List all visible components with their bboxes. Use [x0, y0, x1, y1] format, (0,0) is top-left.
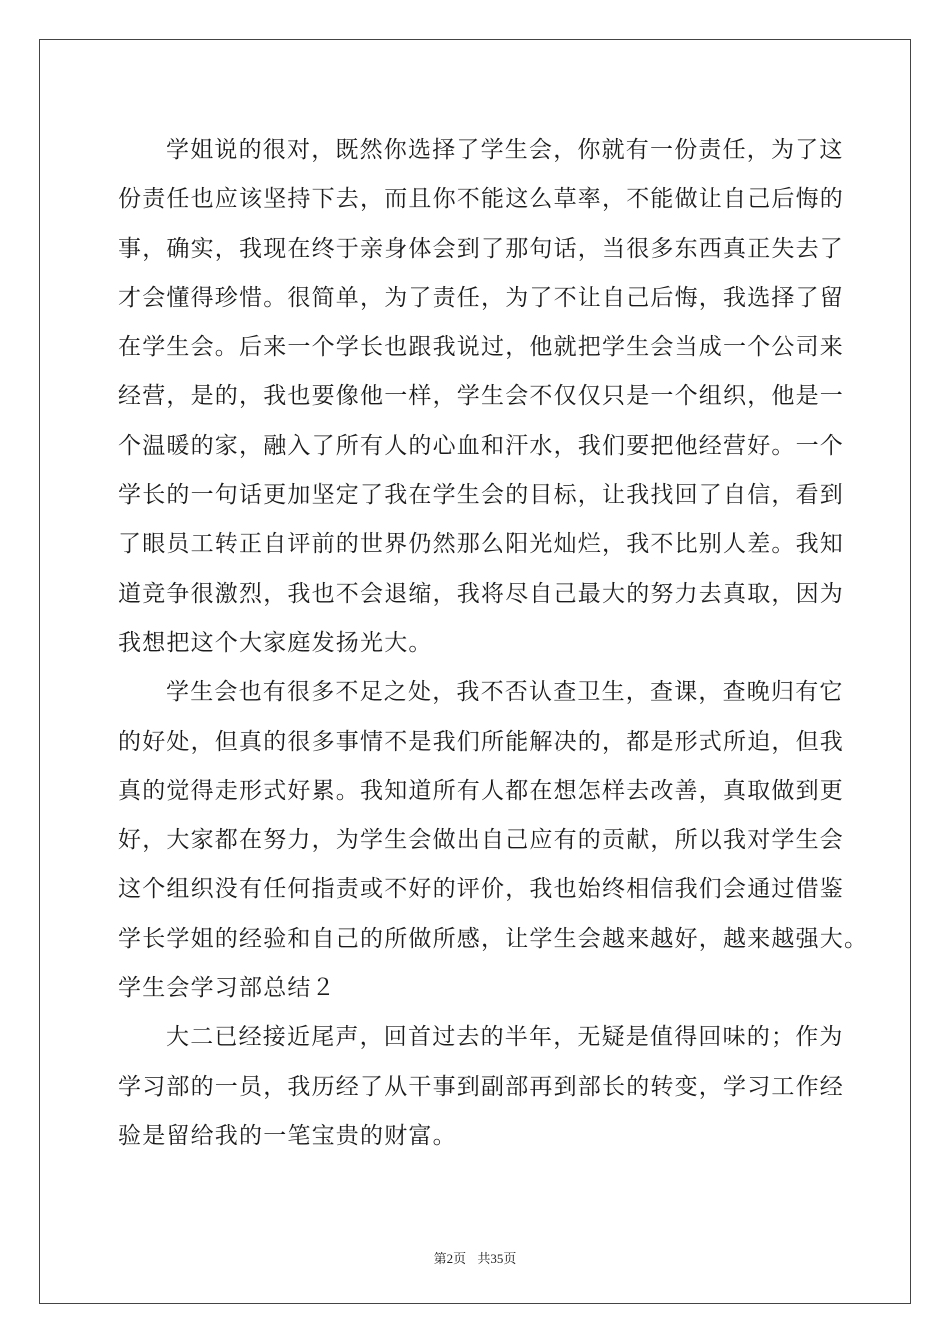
text-line: 验是留给我的一笔宝贵的财富。: [118, 1122, 457, 1149]
text-line: 在学生会。后来一个学长也跟我说过，他就把学生会当成一个公司来: [118, 334, 844, 361]
paragraph-first-line: 学生会也有很多不足之处，我不否认查卫生，查课，查晚归有它: [166, 679, 844, 706]
page-number: 第2页: [433, 1251, 467, 1266]
text-line: 个温暖的家，融入了所有人的心血和汗水，我们要把他经营好。一个: [118, 432, 844, 459]
text-line: 事，确实，我现在终于亲身体会到了那句话，当很多东西真正失去了: [118, 235, 844, 262]
paragraph-first-line: 大二已经接近尾声，回首过去的半年，无疑是值得回味的；作为: [166, 1024, 844, 1051]
page-footer: [0, 1248, 950, 1267]
text-line: 了眼员工转正自评前的世界仍然那么阳光灿烂，我不比别人差。我知: [118, 531, 844, 558]
page-total: 共35页: [477, 1251, 517, 1266]
text-line: 份责任也应该坚持下去，而且你不能这么草率，不能做让自己后悔的: [118, 186, 844, 213]
text-line: 真的觉得走形式好累。我知道所有人都在想怎样去改善，真取做到更: [118, 777, 844, 804]
text-line: 才会懂得珍惜。很简单，为了责任，为了不让自己后悔，我选择了留: [118, 284, 844, 311]
text-line: 学长学姐的经验和自己的所做所感，让学生会越来越好，越来越强大。: [118, 925, 869, 952]
document-body: [118, 126, 869, 1161]
text-line: 这个组织没有任何指责或不好的评价，我也始终相信我们会通过借鉴: [118, 876, 844, 903]
text-line: 经营，是的，我也要像他一样，学生会不仅仅只是一个组织，他是一: [118, 383, 844, 410]
text-line: 的好处，但真的很多事情不是我们所能解决的，都是形式所迫，但我: [118, 728, 844, 755]
text-line: 学长的一句话更加坚定了我在学生会的目标，让我找回了自信，看到: [118, 482, 844, 509]
text-line: 学生会学习部总结２: [118, 975, 336, 1002]
text-line: 学习部的一员，我历经了从干事到副部再到部长的转变，学习工作经: [118, 1073, 844, 1100]
text-line: 好，大家都在努力，为学生会做出自己应有的贡献，所以我对学生会: [118, 827, 844, 854]
text-line: 我想把这个大家庭发扬光大。: [118, 629, 433, 656]
paragraph-first-line: 学姐说的很对，既然你选择了学生会，你就有一份责任，为了这: [166, 137, 844, 163]
text-line: 道竞争很激烈，我也不会退缩，我将尽自己最大的努力去真取，因为: [118, 580, 844, 607]
